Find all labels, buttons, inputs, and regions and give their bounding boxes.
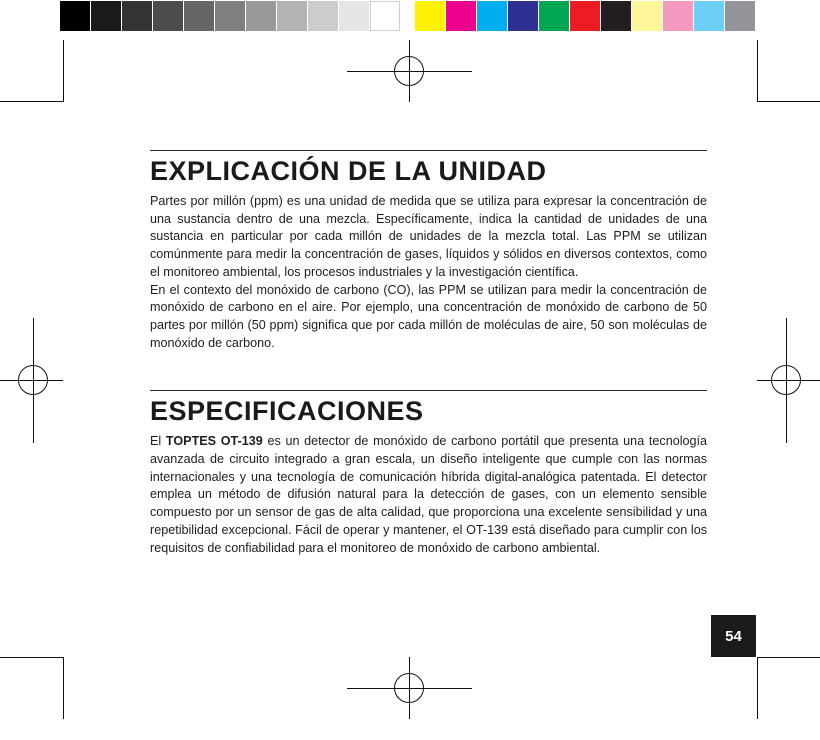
page-content: [150, 150, 707, 557]
registration-line: [0, 380, 63, 381]
registration-line: [33, 318, 34, 443]
color-swatch: [632, 1, 662, 31]
crop-mark: [757, 657, 820, 658]
color-swatch: [694, 1, 724, 31]
page-number: 54: [725, 627, 742, 645]
color-swatch: [663, 1, 693, 31]
color-calibration-bar: [60, 0, 760, 32]
product-name: TOPTES OT-139: [165, 434, 263, 449]
color-swatch: [415, 1, 445, 31]
registration-line: [757, 380, 820, 381]
color-swatch: [539, 1, 569, 31]
crop-mark: [757, 657, 758, 719]
color-swatch: [570, 1, 600, 31]
page-number-tab: [711, 615, 756, 657]
gray-swatch: [308, 1, 338, 31]
crop-mark: [0, 657, 63, 658]
section-divider: [150, 390, 707, 391]
color-swatch: [446, 1, 476, 31]
registration-line: [409, 657, 410, 719]
gray-swatch: [60, 1, 90, 31]
gray-swatch: [122, 1, 152, 31]
unit-paragraph-2: En el contexto del monóxido de carbono (CO), las PPM se utilizan para medir la concentración de monóxido de carbono en el aire. Por ejemplo, una concentración de monóxido de carbono de 50 partes por millón (50 ppm) significa que por cada millón de moléculas de aire, 50 son moléculas de monóxido de carbono.: [150, 282, 707, 350]
gray-swatch: [184, 1, 214, 31]
color-swatch: [725, 1, 755, 31]
section-heading-specs: ESPECIFICACIONES: [150, 396, 424, 427]
registration-line: [786, 318, 787, 443]
specs-body-text: es un detector de monóxido de carbono portátil que presenta una tecnología avanzada de circuito integrado a gran escala, un diseño inteligente que cumple con las normas internacionales y una tecnología de comunicación híbrida digital-analógica patentada. El detector emplea un método de difusión natural para la detección de gases, con un elemento sensible compuesto por un sensor de gas de alta calidad, que proporciona una excelente sensibilidad y una repetibilidad excepcional. Fácil de operar y mantener, el OT-139 está diseñado para cumplir con los requisitos de confiabilidad para el monitoreo de monóxido de carbono ambiental.: [150, 434, 708, 555]
crop-mark: [757, 40, 758, 102]
gray-swatch: [277, 1, 307, 31]
gray-swatch: [246, 1, 276, 31]
crop-mark: [757, 101, 820, 102]
specs-lead-text: El: [150, 434, 166, 449]
color-swatch: [601, 1, 631, 31]
section-heading-unit: EXPLICACIÓN DE LA UNIDAD: [150, 156, 547, 186]
gray-swatch: [91, 1, 121, 31]
gray-swatch: [153, 1, 183, 31]
color-swatch: [508, 1, 538, 31]
unit-paragraph-1: Partes por millón (ppm) es una unidad de medida que se utiliza para expresar la concentración de una sustancia dentro de una mezcla. Específicamente, indica la cantidad de unidades de una sustancia en particular por cada millón de unidades de la mezcla total. Las PPM se utilizan comúnmente para medir la concentración de gases, líquidos y sólidos en diversos contextos, como el monitoreo ambiental, los procesos industriales y la investigación científica.: [150, 194, 707, 279]
specs-paragraph: [150, 433, 707, 557]
gray-swatch: [370, 1, 400, 31]
gray-swatch: [215, 1, 245, 31]
section-divider: [150, 150, 707, 151]
crop-mark: [0, 101, 63, 102]
registration-line: [409, 40, 410, 102]
color-swatch: [477, 1, 507, 31]
gray-swatch: [339, 1, 369, 31]
crop-mark: [63, 40, 64, 102]
crop-mark: [63, 657, 64, 719]
